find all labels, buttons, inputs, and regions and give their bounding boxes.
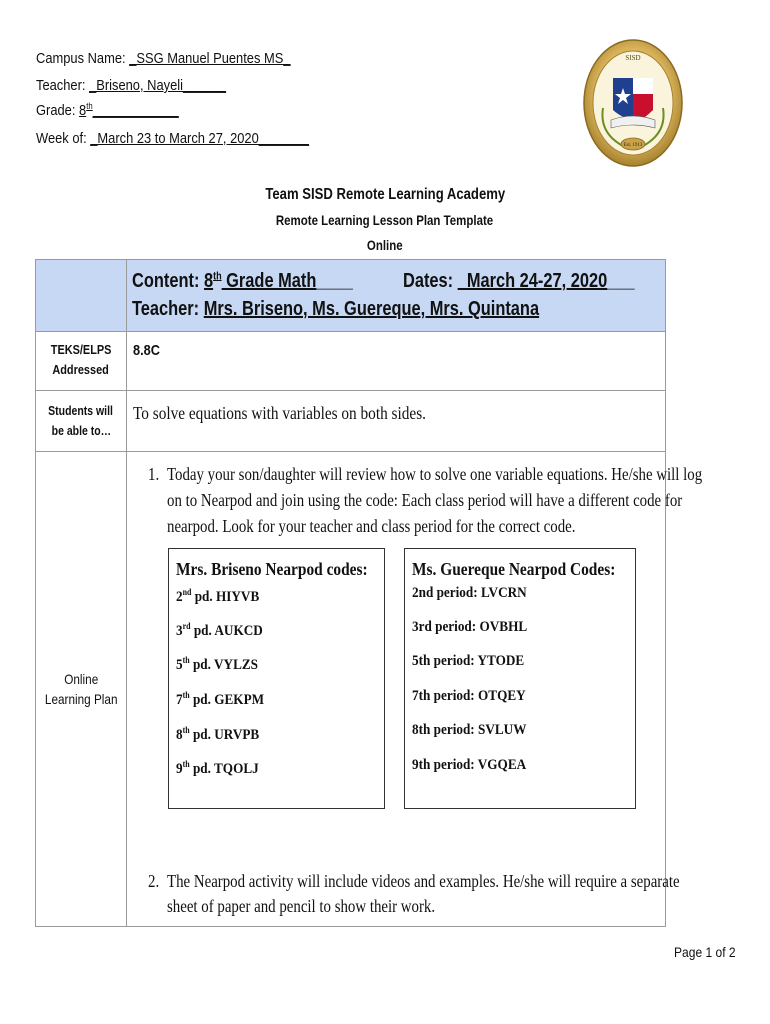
campus-line	[36, 50, 291, 67]
step2-line2: sheet of paper and pencil to show their work.	[167, 896, 436, 916]
online-label-2: Learning Plan	[44, 691, 118, 707]
guereque-code-item: 8th period: SVLUW	[412, 722, 527, 738]
title-online: Online	[367, 237, 403, 253]
grade-fill: ____________	[92, 102, 179, 119]
plan-teacher-line	[132, 298, 539, 321]
plan-teacher-value: Mrs. Briseno, Ms. Guereque, Mrs. Quintana	[203, 298, 540, 320]
content-fill: ____	[316, 270, 353, 292]
step1-line2: on to Nearpod and join using the code: Each class period will have a different code for	[167, 490, 683, 510]
plan-teacher-label: Teacher:	[132, 298, 204, 320]
title-academy: Team SISD Remote Learning Academy	[265, 186, 505, 203]
seal-motto: SISD	[625, 54, 641, 62]
dates-label: Dates:	[403, 270, 458, 292]
briseno-codes-box	[168, 548, 385, 809]
content-label: Content:	[132, 270, 204, 292]
week-line	[36, 130, 309, 147]
students-objective: To solve equations with variables on both sides.	[133, 403, 426, 423]
briseno-code-item: 7th pd. GEKPM	[176, 690, 265, 708]
page-number: Page 1 of 2	[674, 944, 736, 960]
guereque-codes-title: Ms. Guereque Nearpod Codes:	[412, 559, 616, 579]
briseno-code-item: 9th pd. TQOLJ	[176, 759, 259, 777]
briseno-code-item: 5th pd. VYLZS	[176, 655, 259, 673]
teacher-line	[36, 77, 226, 94]
step1-line3: nearpod. Look for your teacher and class period for the correct code.	[167, 516, 576, 536]
online-plan-row	[36, 452, 703, 926]
teks-value-cell	[127, 332, 665, 390]
step1-number: 1.	[148, 464, 160, 484]
lesson-plan-table	[35, 259, 703, 927]
briseno-code-item: 2nd pd. HIYVB	[176, 587, 260, 605]
teks-label-2: Addressed	[52, 362, 110, 377]
week-label: Week of:	[36, 130, 91, 147]
briseno-code-item: 3rd pd. AUKCD	[176, 621, 263, 639]
guereque-code-item: 7th period: OTQEY	[412, 688, 526, 704]
guereque-code-item: 3rd period: OVBHL	[412, 619, 528, 635]
teks-value: 8.8C	[133, 342, 160, 359]
content-subject: Grade Math	[221, 270, 317, 292]
students-row	[36, 391, 665, 452]
students-label-cell	[36, 391, 127, 451]
online-label-cell	[36, 452, 127, 926]
online-label-1: Online	[64, 671, 98, 687]
seal-year: Est. 1913	[623, 143, 643, 148]
teks-label-1: TEKS/ELPS	[50, 342, 112, 357]
students-label-1: Students will	[48, 404, 114, 418]
students-label-2: be able to…	[51, 424, 111, 438]
title-template: Remote Learning Lesson Plan Template	[276, 212, 494, 228]
online-content-cell	[127, 452, 703, 926]
grade-line	[36, 102, 179, 119]
content-sup: th	[213, 270, 222, 283]
dates-value: _March 24-27, 2020	[457, 270, 608, 292]
header-right-cell	[127, 260, 665, 331]
campus-label: Campus Name:	[36, 50, 130, 67]
guereque-code-item: 9th period: VGQEA	[412, 757, 527, 773]
header-left-cell	[36, 260, 127, 331]
briseno-codes-title: Mrs. Briseno Nearpod codes:	[176, 559, 368, 579]
dates-fill: ___	[607, 270, 635, 292]
dates-line	[403, 270, 635, 293]
step1-line1: Today your son/daughter will review how to solve one variable equations. He/she will log	[167, 464, 703, 484]
teacher-value: _Briseno, Nayeli______	[89, 77, 227, 94]
grade-value: 8	[79, 102, 87, 119]
teacher-label: Teacher:	[36, 77, 90, 94]
grade-label: Grade:	[36, 102, 80, 119]
step2-line1: The Nearpod activity will include videos and examples. He/she will require a separate	[167, 871, 680, 891]
guereque-codes-box	[404, 548, 636, 809]
plan-header-row	[36, 260, 665, 332]
teks-label-cell	[36, 332, 127, 390]
campus-value: _SSG Manuel Puentes MS_	[129, 50, 291, 67]
content-grade: 8	[203, 270, 214, 292]
students-value-cell	[127, 391, 665, 451]
teks-row	[36, 332, 665, 391]
step2-number: 2.	[148, 871, 160, 891]
district-seal-logo	[583, 38, 683, 168]
week-value: _March 23 to March 27, 2020_______	[90, 130, 309, 147]
grade-sup: th	[86, 101, 93, 111]
guereque-code-item: 2nd period: LVCRN	[412, 585, 527, 601]
guereque-code-item: 5th period: YTODE	[412, 653, 525, 669]
content-line	[132, 270, 353, 293]
briseno-code-item: 8th pd. URVPB	[176, 725, 260, 743]
